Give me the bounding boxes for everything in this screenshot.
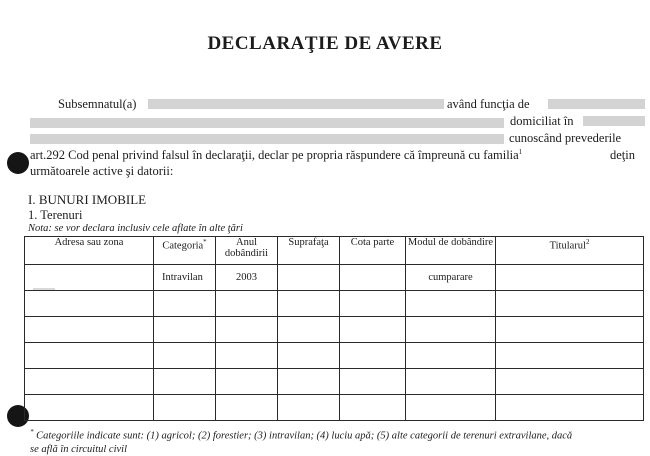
table-row xyxy=(25,343,644,369)
table-cell xyxy=(25,369,154,395)
redacted-line2 xyxy=(30,118,504,128)
col-header-modul: Modul de dobândire xyxy=(406,237,496,265)
table-row xyxy=(25,395,644,421)
col-header-adresa: Adresa sau zona xyxy=(25,237,154,265)
table-cell xyxy=(340,395,406,421)
table-cell xyxy=(406,291,496,317)
table-row xyxy=(25,317,644,343)
table-row xyxy=(25,291,644,317)
domiciliat-label: domiciliat în xyxy=(510,114,574,128)
footnote xyxy=(30,426,645,456)
punch-hole-top xyxy=(7,152,29,174)
terenuri-table xyxy=(24,236,644,421)
redacted-name xyxy=(148,99,444,109)
table-cell xyxy=(154,317,216,343)
subsection-heading: 1. Terenuri xyxy=(28,208,83,222)
table-cell xyxy=(216,369,278,395)
col-header-titularul: Titularul$^2$ xyxy=(496,237,644,265)
table-cell xyxy=(25,291,154,317)
table-cell xyxy=(340,343,406,369)
detin-label: deţin xyxy=(610,148,635,162)
table-cell xyxy=(154,291,216,317)
col-header-suprafata: Suprafaţa xyxy=(278,237,340,265)
table-cell xyxy=(154,369,216,395)
table-cell xyxy=(278,291,340,317)
document-title: DECLARAŢIE DE AVERE xyxy=(207,33,443,54)
table-cell xyxy=(216,395,278,421)
table-cell xyxy=(496,317,644,343)
table-cell xyxy=(496,291,644,317)
redacted-address xyxy=(30,134,504,144)
footnote-marker: * xyxy=(30,428,34,436)
table-cell: cumparare xyxy=(406,265,496,291)
table-cell xyxy=(406,369,496,395)
table-cell xyxy=(406,317,496,343)
table-cell xyxy=(278,395,340,421)
col-header-cota: Cota parte xyxy=(340,237,406,265)
table-cell xyxy=(216,343,278,369)
table-cell xyxy=(406,343,496,369)
table-cell xyxy=(25,343,154,369)
table-cell xyxy=(154,395,216,421)
declaration-text-line5: următoarele active şi datorii: xyxy=(30,164,174,178)
table-cell xyxy=(216,317,278,343)
table-cell xyxy=(406,395,496,421)
cunoscand-label: cunoscând prevederile xyxy=(509,131,622,145)
functia-label: având funcţia de xyxy=(447,97,530,111)
table-cell xyxy=(278,317,340,343)
declaration-text-line4 xyxy=(30,148,522,163)
table-row xyxy=(25,265,644,291)
table-cell xyxy=(340,369,406,395)
table-cell xyxy=(278,265,340,291)
table-cell xyxy=(340,291,406,317)
redacted-address-end xyxy=(583,116,645,126)
section-heading: I. BUNURI IMOBILE xyxy=(28,192,147,207)
table-cell xyxy=(25,395,154,421)
table-header-row xyxy=(25,237,644,265)
footnote-line1: Categoriile indicate sunt: (1) agricol; (2) forestier; (3) intravilan; (4) luciu apă; (5) alte categorii de terenuri extravilane, dacă xyxy=(36,430,573,442)
table-cell xyxy=(496,369,644,395)
table-row xyxy=(25,369,644,395)
table-cell xyxy=(496,343,644,369)
table-cell: 2003 xyxy=(216,265,278,291)
table-cell xyxy=(496,395,644,421)
table-cell xyxy=(340,317,406,343)
col-header-categoria: Categoria* xyxy=(154,237,216,265)
table-cell xyxy=(278,369,340,395)
note-text: Nota: se vor declara inclusiv cele aflate în alte ţări xyxy=(28,223,243,234)
table-cell xyxy=(25,265,154,291)
declaration-text: art.292 Cod penal privind falsul în declaraţii, declar pe propria răspundere că împreună cu familia xyxy=(30,148,519,163)
table-cell: Intravilan xyxy=(154,265,216,291)
table-cell xyxy=(340,265,406,291)
table-cell xyxy=(216,291,278,317)
table-cell xyxy=(154,343,216,369)
table-cell xyxy=(278,343,340,369)
subsemnatul-label: Subsemnatul(a) xyxy=(58,97,137,111)
footnote-line2: se află în circuitul civil xyxy=(30,443,128,455)
redacted-function xyxy=(548,99,645,109)
faded-mark xyxy=(33,288,55,290)
col-header-anul: Anul dobândirii xyxy=(216,237,278,265)
table-cell xyxy=(25,317,154,343)
table-cell xyxy=(496,265,644,291)
footnote-ref-1: 1 xyxy=(518,148,523,156)
